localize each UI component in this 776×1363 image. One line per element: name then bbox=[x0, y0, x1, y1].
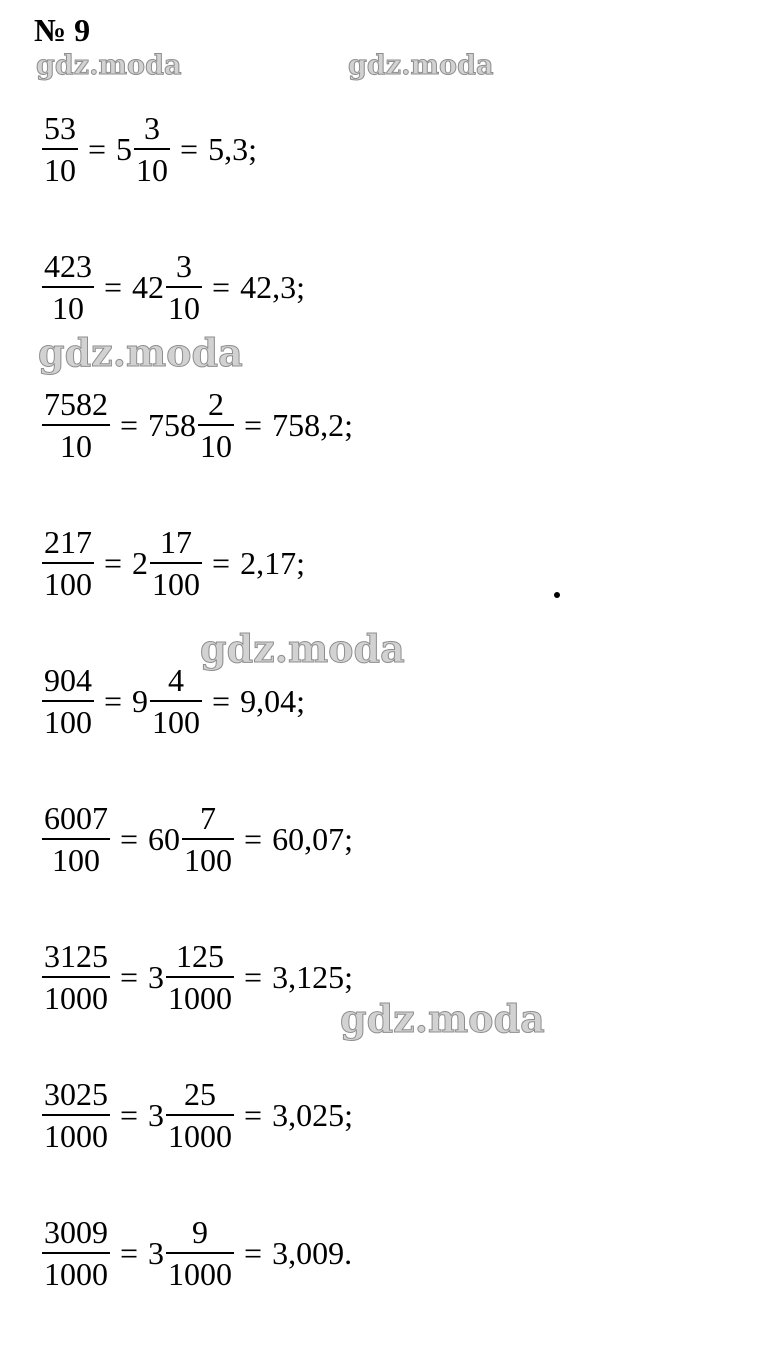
denominator: 100 bbox=[152, 566, 201, 602]
fractional-part bbox=[166, 1078, 234, 1152]
decimal-result: 9,04; bbox=[240, 682, 305, 719]
improper-fraction bbox=[42, 1216, 110, 1290]
equals-sign: = bbox=[120, 406, 139, 443]
equals-sign: = bbox=[180, 130, 199, 167]
whole-part: 5 bbox=[116, 130, 133, 167]
improper-fraction bbox=[42, 526, 94, 600]
numerator: 17 bbox=[160, 524, 193, 560]
watermark: gdz.moda bbox=[348, 50, 494, 81]
denominator: 1000 bbox=[44, 1118, 108, 1154]
denominator: 100 bbox=[184, 842, 233, 878]
fractional-part bbox=[166, 940, 234, 1014]
decimal-result: 5,3; bbox=[208, 130, 257, 167]
whole-part: 3 bbox=[148, 1234, 165, 1271]
numerator: 3125 bbox=[44, 938, 108, 974]
equation-row bbox=[42, 794, 353, 884]
equals-sign: = bbox=[212, 682, 231, 719]
numerator: 3025 bbox=[44, 1076, 108, 1112]
equals-sign: = bbox=[120, 820, 139, 857]
decimal-result: 3,025; bbox=[272, 1096, 353, 1133]
denominator: 10 bbox=[168, 290, 201, 326]
fractional-part bbox=[198, 388, 234, 462]
improper-fraction bbox=[42, 388, 110, 462]
equals-sign: = bbox=[244, 820, 263, 857]
denominator: 100 bbox=[44, 704, 92, 740]
decimal-result: 2,17; bbox=[240, 544, 305, 581]
denominator: 1000 bbox=[44, 980, 108, 1016]
decimal-result: 3,009. bbox=[272, 1234, 353, 1271]
equals-sign: = bbox=[104, 682, 123, 719]
equation-row bbox=[42, 1208, 352, 1298]
numerator: 7 bbox=[200, 800, 217, 836]
fractional-part bbox=[166, 1216, 234, 1290]
numerator: 6007 bbox=[44, 800, 108, 836]
denominator: 1000 bbox=[168, 1118, 233, 1154]
improper-fraction bbox=[42, 1078, 110, 1152]
numerator: 3009 bbox=[44, 1214, 108, 1250]
equation-row bbox=[42, 932, 353, 1022]
fractional-part bbox=[166, 250, 202, 324]
whole-part: 9 bbox=[132, 682, 149, 719]
whole-part: 42 bbox=[132, 268, 165, 305]
whole-part: 2 bbox=[132, 544, 149, 581]
numerator: 904 bbox=[44, 662, 92, 698]
fractional-part bbox=[150, 526, 202, 600]
numerator: 217 bbox=[44, 524, 92, 560]
whole-part: 60 bbox=[148, 820, 181, 857]
equals-sign: = bbox=[244, 1234, 263, 1271]
decimal-result: 42,3; bbox=[240, 268, 305, 305]
equals-sign: = bbox=[120, 958, 139, 995]
equation-row bbox=[42, 104, 257, 194]
watermark: gdz.moda bbox=[38, 330, 243, 375]
watermark: gdz.moda bbox=[200, 626, 405, 671]
improper-fraction bbox=[42, 802, 110, 876]
decimal-result: 3,125; bbox=[272, 958, 353, 995]
numerator: 53 bbox=[44, 110, 76, 146]
improper-fraction bbox=[42, 112, 78, 186]
equals-sign: = bbox=[244, 958, 263, 995]
improper-fraction bbox=[42, 250, 94, 324]
decimal-result: 60,07; bbox=[272, 820, 353, 857]
equals-sign: = bbox=[212, 268, 231, 305]
numerator: 125 bbox=[176, 938, 225, 974]
decimal-result: 758,2; bbox=[272, 406, 353, 443]
equals-sign: = bbox=[104, 268, 123, 305]
denominator: 100 bbox=[52, 842, 100, 878]
equals-sign: = bbox=[120, 1096, 139, 1133]
improper-fraction bbox=[42, 664, 94, 738]
numerator: 4 bbox=[168, 662, 185, 698]
improper-fraction bbox=[42, 940, 110, 1014]
exercise-title: № 9 bbox=[34, 12, 91, 48]
equals-sign: = bbox=[244, 1096, 263, 1133]
watermark: gdz.moda bbox=[36, 50, 182, 81]
denominator: 1000 bbox=[168, 980, 233, 1016]
numerator: 25 bbox=[184, 1076, 217, 1112]
denominator: 10 bbox=[200, 428, 233, 464]
denominator: 10 bbox=[60, 428, 92, 464]
fractional-part bbox=[134, 112, 170, 186]
denominator: 100 bbox=[152, 704, 201, 740]
denominator: 1000 bbox=[44, 1256, 108, 1292]
numerator: 9 bbox=[192, 1214, 209, 1250]
numerator: 3 bbox=[144, 110, 161, 146]
equation-row bbox=[42, 518, 305, 608]
numerator: 423 bbox=[44, 248, 92, 284]
whole-part: 3 bbox=[148, 1096, 165, 1133]
whole-part: 758 bbox=[148, 406, 197, 443]
equation-row bbox=[42, 380, 353, 470]
denominator: 10 bbox=[44, 152, 76, 188]
watermark: gdz.moda bbox=[340, 996, 545, 1041]
numerator: 7582 bbox=[44, 386, 108, 422]
denominator: 10 bbox=[52, 290, 84, 326]
equals-sign: = bbox=[104, 544, 123, 581]
equation-row bbox=[42, 1070, 353, 1160]
equals-sign: = bbox=[120, 1234, 139, 1271]
whole-part: 3 bbox=[148, 958, 165, 995]
stray-dot bbox=[554, 592, 560, 598]
equals-sign: = bbox=[88, 130, 107, 167]
fractional-part bbox=[150, 664, 202, 738]
equals-sign: = bbox=[212, 544, 231, 581]
numerator: 3 bbox=[176, 248, 193, 284]
denominator: 10 bbox=[136, 152, 169, 188]
equals-sign: = bbox=[244, 406, 263, 443]
denominator: 100 bbox=[44, 566, 92, 602]
denominator: 1000 bbox=[168, 1256, 233, 1292]
equation-row bbox=[42, 242, 305, 332]
fractional-part bbox=[182, 802, 234, 876]
numerator: 2 bbox=[208, 386, 225, 422]
